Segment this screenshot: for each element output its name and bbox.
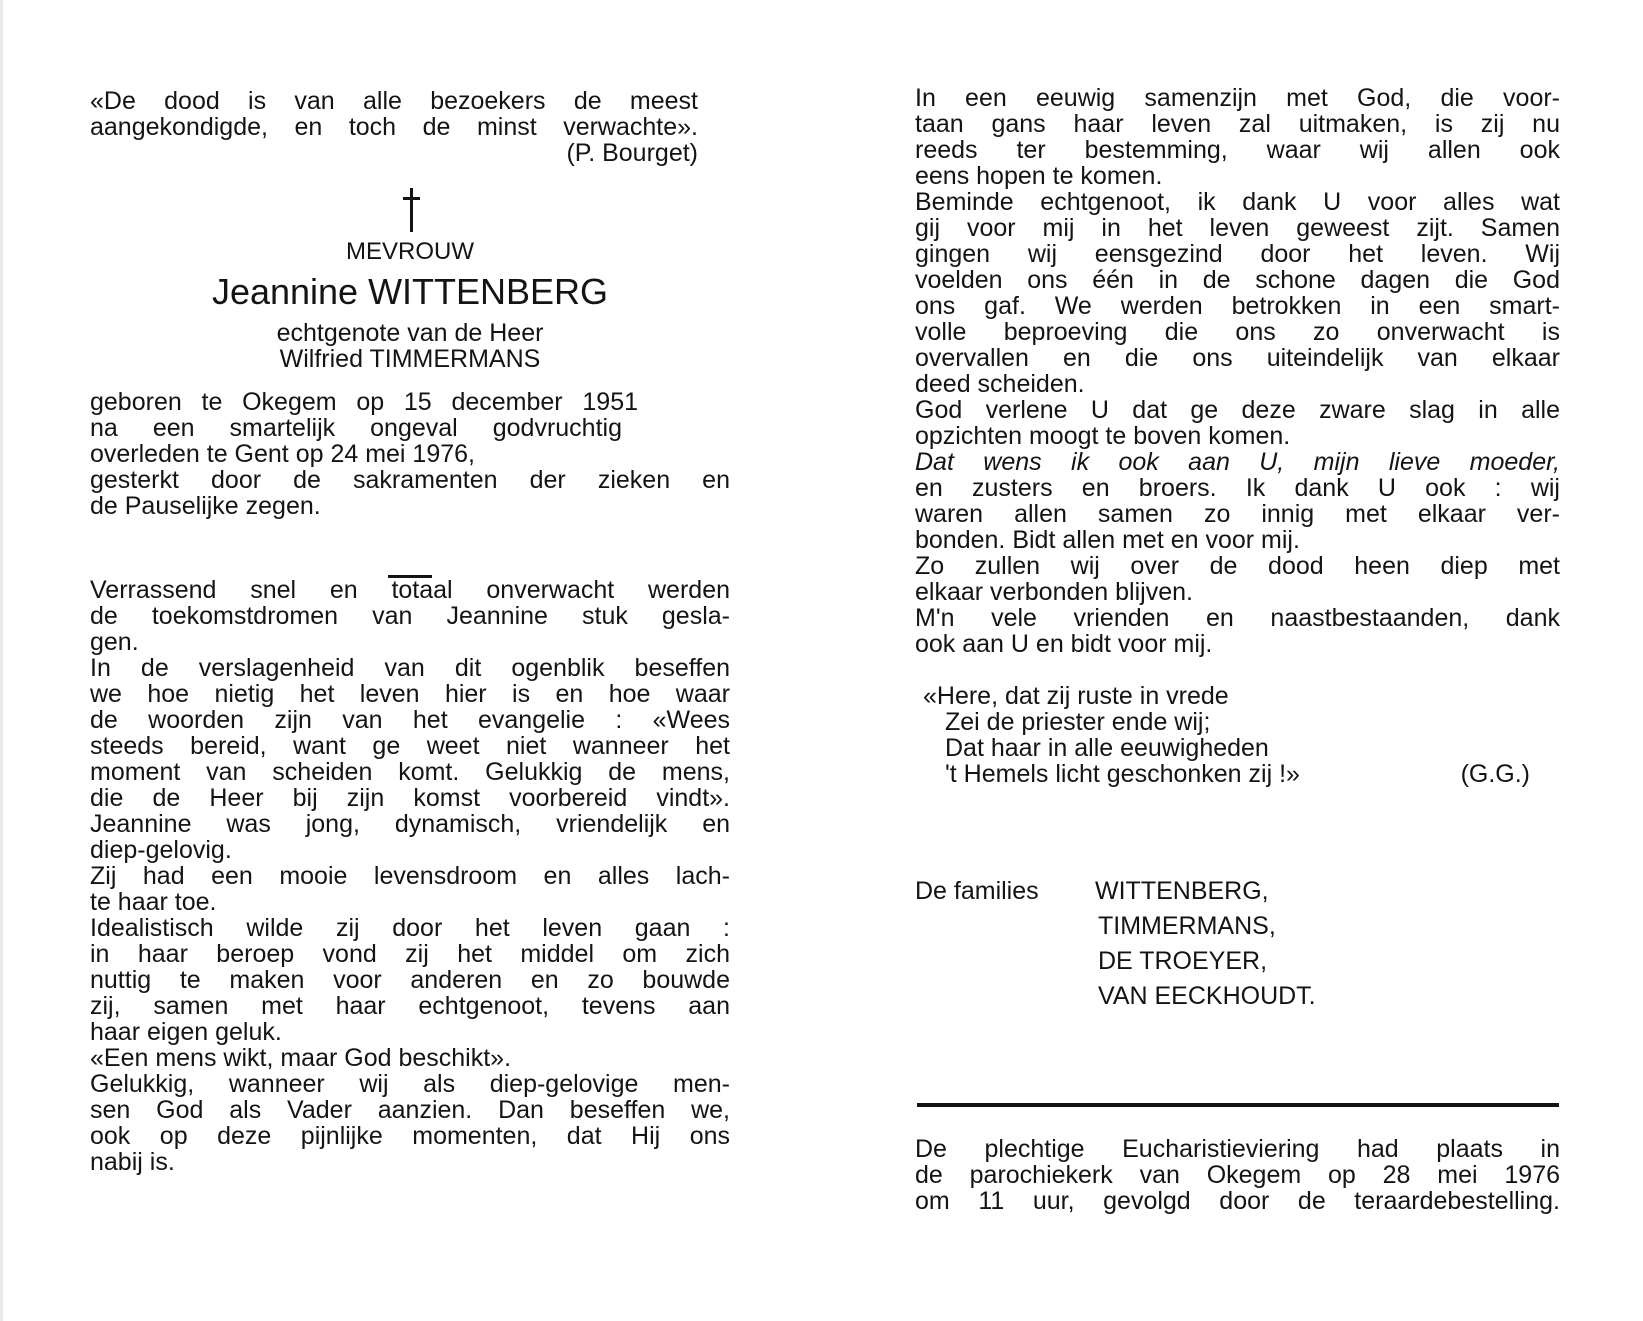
- body-line: we hoe nietig het leven hier is en hoe waar: [90, 680, 730, 708]
- body-line: Gelukkig, wanneer wij als diep-gelovige men-: [90, 1070, 730, 1098]
- body-line: volle beproeving die ons zo onverwacht is: [915, 318, 1560, 346]
- family-name: VAN EECKHOUDT.: [1098, 982, 1316, 1010]
- body-line: zij, samen met haar echtgenoot, tevens aan: [90, 992, 730, 1020]
- spouse-name: Wilfried TIMMERMANS: [279, 345, 541, 373]
- body-line: deed scheiden.: [915, 370, 1085, 398]
- body-line: nabij is.: [90, 1148, 175, 1176]
- family-name: TIMMERMANS,: [1098, 912, 1276, 940]
- body-line: «Een mens wikt, maar God beschikt».: [90, 1044, 512, 1072]
- poem-line: 't Hemels licht geschonken zij !»: [945, 760, 1300, 788]
- body-line: overvallen en die ons uiteindelijk van elkaar: [915, 344, 1560, 372]
- body-line: In de verslagenheid van dit ogenblik beseffen: [90, 654, 730, 682]
- opening-quote-line: aangekondigde, en toch de minst verwachte».: [90, 113, 698, 141]
- body-line: de toekomstdromen van Jeannine stuk gesla-: [90, 602, 730, 630]
- poem-author: (G.G.): [1460, 760, 1530, 788]
- body-line: Beminde echtgenoot, ik dank U voor alles wat: [915, 188, 1560, 216]
- body-line: steeds bereid, want ge weet niet wanneer het: [90, 732, 730, 760]
- poem-line: Zei de priester ende wij;: [945, 708, 1211, 736]
- spouse-line: echtgenote van de Heer: [276, 319, 544, 347]
- body-line: waren allen samen zo innig met elkaar ver-: [915, 500, 1560, 528]
- body-line: elkaar verbonden blijven.: [915, 578, 1193, 606]
- separator-long: [917, 1103, 1559, 1107]
- opening-quote-line: «De dood is van alle bezoekers de meest: [90, 87, 698, 115]
- body-line: in haar beroep vond zij het middel om zich: [90, 940, 730, 968]
- body-line: Zij had een mooie levensdroom en alles lach-: [90, 862, 730, 890]
- body-line: en zusters en broers. Ik dank U ook : wij: [915, 474, 1560, 502]
- body-line: gen.: [90, 628, 139, 656]
- body-line: Jeannine was jong, dynamisch, vriendelijk en: [90, 810, 730, 838]
- families-label: De families: [915, 877, 1039, 905]
- birth-line: geboren te Okegem op 15 december 1951: [90, 388, 638, 416]
- body-line: haar eigen geluk.: [90, 1018, 282, 1046]
- body-line: eens hopen te komen.: [915, 162, 1163, 190]
- body-line: Verrassend snel en totaal onverwacht werden: [90, 576, 730, 604]
- poem-line: Dat haar in alle eeuwigheden: [945, 734, 1269, 762]
- body-line: Dat wens ik ook aan U, mijn lieve moeder,: [915, 448, 1560, 476]
- body-line: sen God als Vader aanzien. Dan beseffen we,: [90, 1096, 730, 1124]
- body-line: ook op deze pijnlijke momenten, dat Hij ons: [90, 1122, 730, 1150]
- ceremony-line: de parochiekerk van Okegem op 28 mei 1976: [915, 1161, 1560, 1189]
- deceased-name: Jeannine WITTENBERG: [211, 271, 609, 312]
- birth-line: de Pauselijke zegen.: [90, 492, 321, 520]
- birth-line: gesterkt door de sakramenten der zieken en: [90, 466, 730, 494]
- body-line: te haar toe.: [90, 888, 217, 916]
- left-body: [90, 575, 730, 1205]
- body-line: gij voor mij in het leven geweest zijt. Samen: [915, 214, 1560, 242]
- body-line: diep-gelovig.: [90, 836, 232, 864]
- body-line: voelden ons één in de schone dagen die God: [915, 266, 1560, 294]
- body-line: taan gans haar leven zal uitmaken, is zij nu: [915, 110, 1560, 138]
- cross-icon: [395, 188, 429, 232]
- right-body: [915, 85, 1560, 685]
- body-line: de woorden zijn van het evangelie : «Wees: [90, 706, 730, 734]
- ceremony-line: om 11 uur, gevolgd door de teraardebestelling.: [915, 1187, 1560, 1215]
- body-line: moment van scheiden komt. Gelukkig de mens,: [90, 758, 730, 786]
- body-line: God verlene U dat ge deze zware slag in alle: [915, 396, 1560, 424]
- family-name: WITTENBERG,: [1095, 877, 1269, 905]
- body-line: nuttig te maken voor anderen en zo bouwde: [90, 966, 730, 994]
- body-line: bonden. Bidt allen met en voor mij.: [915, 526, 1300, 554]
- body-line: Idealistisch wilde zij door het leven gaan :: [90, 914, 730, 942]
- birth-line: overleden te Gent op 24 mei 1976,: [90, 440, 475, 468]
- quote-author: (P. Bourget): [566, 139, 698, 167]
- ceremony-line: De plechtige Eucharistieviering had plaats in: [915, 1135, 1560, 1163]
- birth-line: na een smartelijk ongeval godvruchtig: [90, 414, 622, 442]
- body-line: Zo zullen wij over de dood heen diep met: [915, 552, 1560, 580]
- body-line: reeds ter bestemming, waar wij allen ook: [915, 136, 1560, 164]
- title-mevrouw: MEVROUW: [346, 238, 474, 265]
- body-line: opzichten moogt te boven komen.: [915, 422, 1291, 450]
- family-name: DE TROEYER,: [1098, 947, 1268, 975]
- body-line: die de Heer bij zijn komst voorbereid vindt».: [90, 784, 730, 812]
- body-line: ook aan U en bidt voor mij.: [915, 630, 1213, 658]
- body-line: gingen wij eensgezind door het leven. Wij: [915, 240, 1560, 268]
- body-line: ons gaf. We werden betrokken in een smart-: [915, 292, 1560, 320]
- poem-line: «Here, dat zij ruste in vrede: [923, 682, 1229, 710]
- body-line: In een eeuwig samenzijn met God, die voor-: [915, 84, 1560, 112]
- card-edge: [0, 0, 3, 1321]
- body-line: M'n vele vrienden en naastbestaanden, dank: [915, 604, 1560, 632]
